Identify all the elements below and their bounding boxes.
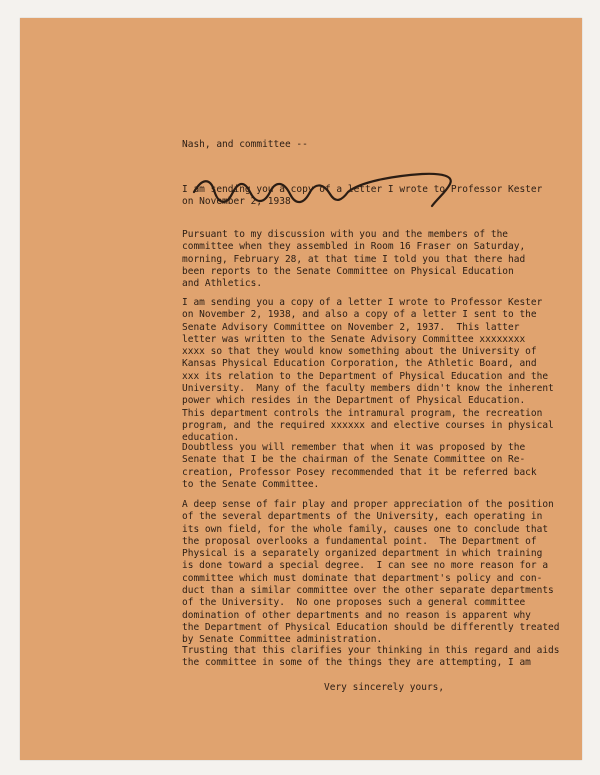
- text-line: Trusting that this clarifies your thinking in this regard and aids: [182, 645, 560, 656]
- text-line: This department controls the intramural program, the recreation: [182, 407, 543, 419]
- text-line: power which resides in the Department of Physical Education.: [182, 395, 526, 407]
- text-line: A deep sense of fair play and proper appreciation of the position: [182, 499, 554, 510]
- text-line: committee when they assembled in Room 16 Fraser on Saturday,: [182, 241, 526, 253]
- text-line: letter was written to the Senate Advisory Committee xxxxxxxx: [182, 333, 526, 345]
- text-line: of the University. No one proposes such a general committee: [182, 597, 526, 609]
- text-line: creation, Professor Posey recommended that it be referred back: [182, 466, 537, 478]
- paragraph-2: [182, 297, 554, 445]
- text-line: I am sending you a copy of a letter I wrote to Professor Kester: [182, 297, 543, 308]
- text-line: committee which must dominate that department's policy and con-: [182, 572, 543, 584]
- text-line: on November 2, 1938, and also a copy of a letter I sent to the: [182, 309, 537, 321]
- text-line: been reports to the Senate Committee on Physical Education: [182, 265, 514, 277]
- text-line: program, and the required xxxxxx and elective courses in physical: [182, 419, 554, 431]
- text-line: morning, February 28, at that time I told you that there had: [182, 253, 526, 265]
- closing: Very sincerely yours,: [324, 682, 445, 693]
- text-line: education.: [182, 432, 240, 444]
- text-line: Pursuant to my discussion with you and the members of the: [182, 229, 509, 240]
- text-line: Physical is a separately organized department in which training: [182, 548, 543, 560]
- text-line: is done toward a special degree. I can see no more reason for a: [182, 560, 549, 572]
- text-line: domination of other departments and no reason is apparent why: [182, 609, 531, 621]
- letter-page: [20, 18, 582, 760]
- text-line: Senate that I be the chairman of the Senate Committee on Re-: [182, 454, 526, 466]
- text-line: xxx its relation to the Department of Physical Education and the: [182, 370, 549, 382]
- crossed-out-line: on November 2, 1938: [182, 196, 291, 208]
- text-line: duct than a similar committee over the other separate departments: [182, 585, 554, 597]
- text-line: and Athletics.: [182, 278, 263, 290]
- text-line: its own field, for the whole family, causes one to conclude that: [182, 523, 549, 535]
- paragraph-4: [182, 499, 560, 647]
- text-line: the proposal overlooks a fundamental point. The Department of: [182, 535, 537, 547]
- paragraph-5: [182, 645, 560, 670]
- text-line: to the Senate Committee.: [182, 478, 320, 490]
- text-line: the committee in some of the things they are attempting, I am: [182, 657, 531, 669]
- text-line: Doubtless you will remember that when it was proposed by the: [182, 442, 526, 453]
- paragraph-3: [182, 442, 537, 491]
- text-line: of the several departments of the University, each operating in: [182, 511, 543, 523]
- text-line: xxxx so that they would know something about the University of: [182, 346, 537, 358]
- paragraph-1: [182, 229, 525, 290]
- text-line: University. Many of the faculty members didn't know the inherent: [182, 383, 554, 395]
- crossed-out-line: I am sending you a copy of a letter I wrote to Professor Kester: [182, 184, 543, 195]
- text-line: by Senate Committee administration.: [182, 634, 383, 646]
- text-line: the Department of Physical Education should be differently treated: [182, 621, 560, 633]
- text-line: Kansas Physical Education Corporation, the Athletic Board, and: [182, 358, 537, 370]
- text-line: Senate Advisory Committee on November 2, 1937. This latter: [182, 321, 520, 333]
- greeting: Nash, and committee --: [182, 139, 308, 150]
- handwritten-strikethrough: [192, 170, 492, 215]
